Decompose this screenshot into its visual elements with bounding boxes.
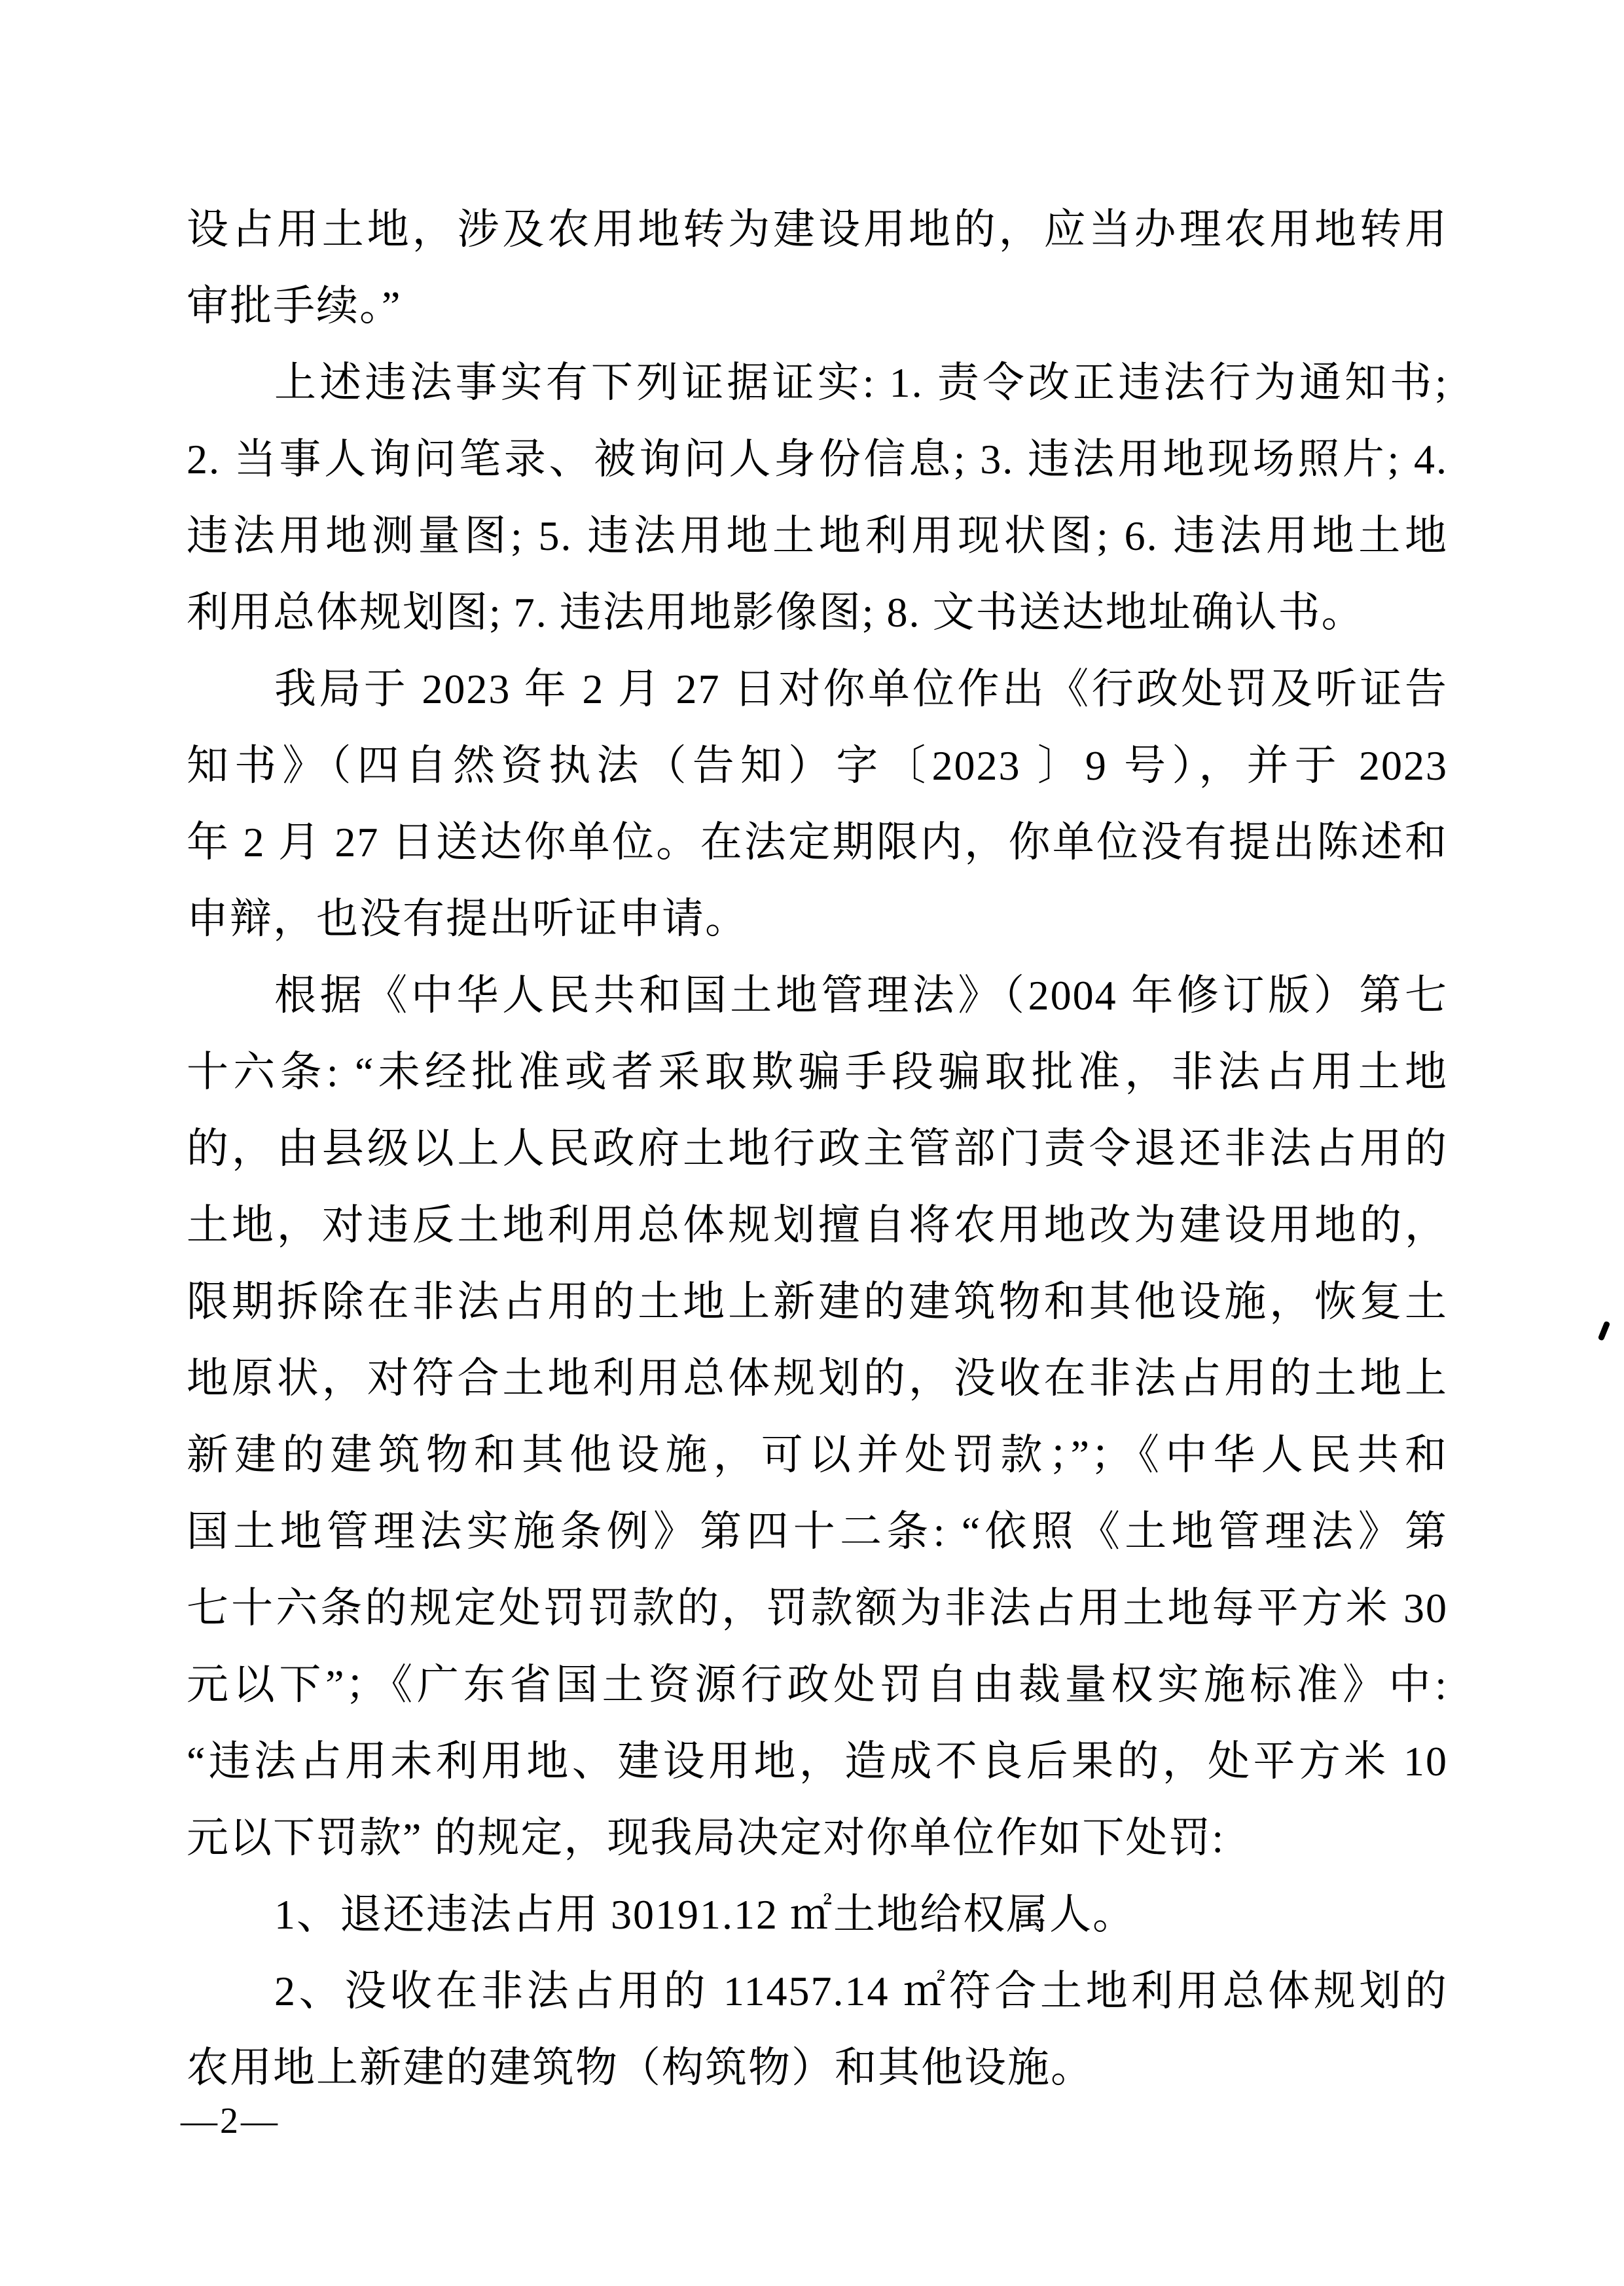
document-line: 2. 当事人询问笔录、被询问人身份信息; 3. 违法用地现场照片; 4. (187, 436, 1448, 482)
page-number: —2— (181, 2101, 280, 2141)
document-line: 元以下”；《广东省国土资源行政处罚自由裁量权实施标准》中: (187, 1661, 1448, 1708)
document-line: 限期拆除在非法占用的土地上新建的建筑物和其他设施，恢复土 (187, 1279, 1448, 1325)
document-line: 元以下罚款” 的规定，现我局决定对你单位作如下处罚: (187, 1815, 1225, 1861)
document-line: 1、退还违法占用 30191.12 ㎡土地给权属人。 (274, 1891, 1136, 1938)
document-line: 知书》（四自然资执法（告知）字〔2023 〕9 号），并于 2023 (187, 742, 1448, 789)
document-line: 地原状，对符合土地利用总体规划的，没收在非法占用的土地上 (187, 1355, 1448, 1402)
document-line: “违法占用未利用地、建设用地，造成不良后果的，处平方米 10 (187, 1738, 1448, 1785)
document-line: 审批手续。” (187, 283, 402, 329)
document-line: 上述违法事实有下列证据证实: 1. 责令改正违法行为通知书; (274, 359, 1448, 406)
document-line: 的，由县级以上人民政府土地行政主管部门责令退还非法占用的 (187, 1125, 1448, 1172)
document-line: 利用总体规划图; 7. 违法用地影像图; 8. 文书送达地址确认书。 (187, 589, 1365, 636)
document-body (187, 191, 1448, 2106)
document-line: 年 2 月 27 日送达你单位。在法定期限内，你单位没有提出陈述和 (187, 819, 1448, 865)
document-line: 根据《中华人民共和国土地管理法》（2004 年修订版）第七 (274, 972, 1448, 1019)
document-line: 申辩，也没有提出听证申请。 (187, 896, 748, 942)
document-line: 新建的建筑物和其他设施，可以并处罚款；”；《中华人民共和 (187, 1432, 1448, 1478)
scan-artifact-speck (1598, 1320, 1611, 1341)
document-line: 国土地管理法实施条例》第四十二条: “依照《土地管理法》第 (187, 1508, 1448, 1555)
document-line: 我局于 2023 年 2 月 27 日对你单位作出《行政处罚及听证告 (274, 666, 1448, 712)
document-line: 设占用土地，涉及农用地转为建设用地的，应当办理农用地转用 (187, 206, 1448, 253)
document-line: 土地，对违反土地利用总体规划擅自将农用地改为建设用地的， (187, 1202, 1448, 1248)
document-line: 七十六条的规定处罚罚款的，罚款额为非法占用土地每平方米 30 (187, 1585, 1448, 1631)
document-line: 违法用地测量图; 5. 违法用地土地利用现状图; 6. 违法用地土地 (187, 513, 1448, 559)
document-line: 十六条: “未经批准或者采取欺骗手段骗取批准，非法占用土地 (187, 1049, 1448, 1095)
document-line: 农用地上新建的建筑物（构筑物）和其他设施。 (187, 2044, 1094, 2091)
document-line: 2、没收在非法占用的 11457.14 ㎡符合土地利用总体规划的 (274, 1968, 1448, 2014)
